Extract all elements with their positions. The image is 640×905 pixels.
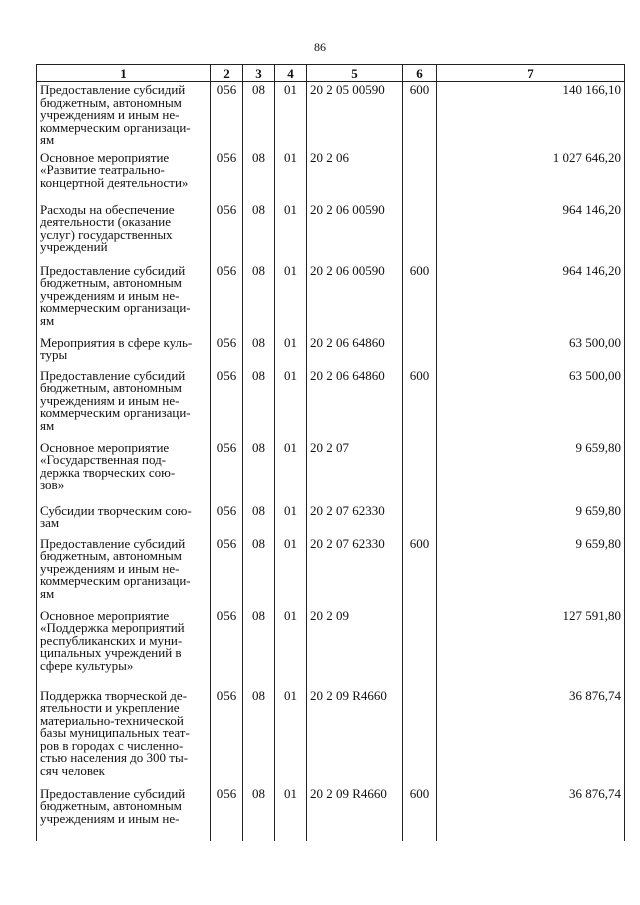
row-amount-cell: 127 591,80 (437, 608, 625, 688)
row-section-cell: 08 (243, 263, 275, 335)
row-section-cell: 08 (243, 335, 275, 368)
row-target-article-cell: 20 2 09 R4660 (307, 688, 403, 786)
row-name-cell: Расходы на обеспечение деятельности (оказание услуг) государственных учреждений (37, 202, 211, 263)
table-row (37, 335, 625, 368)
row-subsection-cell: 01 (275, 263, 307, 335)
table-row (37, 786, 625, 841)
row-target-article-cell: 20 2 06 64860 (307, 335, 403, 368)
row-name-cell: Основное мероприятие «Развитие театрально- концертной деятельности» (37, 150, 211, 202)
page-number: 86 (314, 40, 326, 54)
row-target-article-cell: 20 2 09 R4660 (307, 786, 403, 841)
budget-table (36, 64, 625, 841)
row-target-article-cell: 20 2 07 (307, 440, 403, 503)
row-target-article-cell: 20 2 07 62330 (307, 536, 403, 608)
row-expense-type-cell: 600 (403, 786, 437, 841)
row-expense-type-cell: 600 (403, 263, 437, 335)
row-expense-type-cell (403, 688, 437, 786)
row-subsection-cell: 01 (275, 82, 307, 150)
row-subsection-cell: 01 (275, 536, 307, 608)
row-admin-code-cell: 056 (211, 263, 243, 335)
row-subsection-cell: 01 (275, 368, 307, 440)
row-expense-type-cell: 600 (403, 536, 437, 608)
row-amount-cell: 964 146,20 (437, 263, 625, 335)
table-row (37, 263, 625, 335)
row-expense-type-cell (403, 202, 437, 263)
row-subsection-cell: 01 (275, 150, 307, 202)
row-expense-type-cell: 600 (403, 82, 437, 150)
row-admin-code-cell: 056 (211, 503, 243, 536)
table-row (37, 368, 625, 440)
col-header-1: 1 (37, 65, 211, 82)
row-subsection-cell: 01 (275, 688, 307, 786)
table-row (37, 536, 625, 608)
row-admin-code-cell: 056 (211, 608, 243, 688)
row-section-cell: 08 (243, 150, 275, 202)
row-amount-cell: 63 500,00 (437, 335, 625, 368)
row-admin-code-cell: 056 (211, 786, 243, 841)
row-amount-cell: 9 659,80 (437, 536, 625, 608)
row-expense-type-cell (403, 440, 437, 503)
row-target-article-cell: 20 2 06 00590 (307, 263, 403, 335)
row-admin-code-cell: 056 (211, 688, 243, 786)
row-admin-code-cell: 056 (211, 82, 243, 150)
row-target-article-cell: 20 2 07 62330 (307, 503, 403, 536)
table-row (37, 608, 625, 688)
col-header-4: 4 (275, 65, 307, 82)
row-admin-code-cell: 056 (211, 150, 243, 202)
row-subsection-cell: 01 (275, 335, 307, 368)
row-amount-cell: 140 166,10 (437, 82, 625, 150)
row-name-cell: Предоставление субсидий бюджетным, автономным учреждениям и иным не- коммерческим организаци- ям (37, 263, 211, 335)
row-amount-cell: 9 659,80 (437, 503, 625, 536)
col-header-6: 6 (403, 65, 437, 82)
header-row (37, 65, 625, 82)
row-subsection-cell: 01 (275, 440, 307, 503)
row-name-cell: Предоставление субсидий бюджетным, автономным учреждениям и иным не- коммерческим организаци- ям (37, 82, 211, 150)
row-expense-type-cell (403, 335, 437, 368)
row-admin-code-cell: 056 (211, 335, 243, 368)
col-header-2: 2 (211, 65, 243, 82)
row-name-cell: Предоставление субсидий бюджетным, автономным учреждениям и иным не- коммерческим организаци- ям (37, 368, 211, 440)
row-admin-code-cell: 056 (211, 440, 243, 503)
row-name-cell: Поддержка творческой де- ятельности и укрепление материально-технической базы муниципальных теат- ров в городах с численно- стью населения до 300 ты- сяч человек (37, 688, 211, 786)
row-target-article-cell: 20 2 05 00590 (307, 82, 403, 150)
row-admin-code-cell: 056 (211, 202, 243, 263)
row-name-cell: Предоставление субсидий бюджетным, автономным учреждениям и иным не- (37, 786, 211, 841)
row-section-cell: 08 (243, 608, 275, 688)
row-admin-code-cell: 056 (211, 536, 243, 608)
col-header-7: 7 (437, 65, 625, 82)
row-expense-type-cell: 600 (403, 368, 437, 440)
row-target-article-cell: 20 2 06 64860 (307, 368, 403, 440)
table-row (37, 202, 625, 263)
row-amount-cell: 964 146,20 (437, 202, 625, 263)
row-target-article-cell: 20 2 06 00590 (307, 202, 403, 263)
table-row (37, 150, 625, 202)
row-amount-cell: 9 659,80 (437, 440, 625, 503)
row-section-cell: 08 (243, 688, 275, 786)
row-section-cell: 08 (243, 503, 275, 536)
row-subsection-cell: 01 (275, 786, 307, 841)
row-name-cell: Предоставление субсидий бюджетным, автономным учреждениям и иным не- коммерческим организаци- ям (37, 536, 211, 608)
row-name-cell: Основное мероприятие «Государственная под- держка творческих сою- зов» (37, 440, 211, 503)
row-section-cell: 08 (243, 368, 275, 440)
row-section-cell: 08 (243, 202, 275, 263)
col-header-5: 5 (307, 65, 403, 82)
row-amount-cell: 1 027 646,20 (437, 150, 625, 202)
row-expense-type-cell (403, 503, 437, 536)
row-amount-cell: 36 876,74 (437, 688, 625, 786)
row-subsection-cell: 01 (275, 503, 307, 536)
row-expense-type-cell (403, 150, 437, 202)
table-row (37, 82, 625, 150)
row-amount-cell: 63 500,00 (437, 368, 625, 440)
col-header-3: 3 (243, 65, 275, 82)
row-subsection-cell: 01 (275, 608, 307, 688)
row-amount-cell: 36 876,74 (437, 786, 625, 841)
table-row (37, 688, 625, 786)
row-section-cell: 08 (243, 536, 275, 608)
row-expense-type-cell (403, 608, 437, 688)
row-name-cell: Субсидии творческим сою- зам (37, 503, 211, 536)
row-name-cell: Основное мероприятие «Поддержка мероприятий республиканских и муни- ципальных учреждений в сфере культуры» (37, 608, 211, 688)
row-target-article-cell: 20 2 09 (307, 608, 403, 688)
row-section-cell: 08 (243, 786, 275, 841)
row-target-article-cell: 20 2 06 (307, 150, 403, 202)
row-section-cell: 08 (243, 440, 275, 503)
row-section-cell: 08 (243, 82, 275, 150)
row-name-cell: Мероприятия в сфере куль- туры (37, 335, 211, 368)
row-admin-code-cell: 056 (211, 368, 243, 440)
table-row (37, 503, 625, 536)
row-subsection-cell: 01 (275, 202, 307, 263)
table-row (37, 440, 625, 503)
